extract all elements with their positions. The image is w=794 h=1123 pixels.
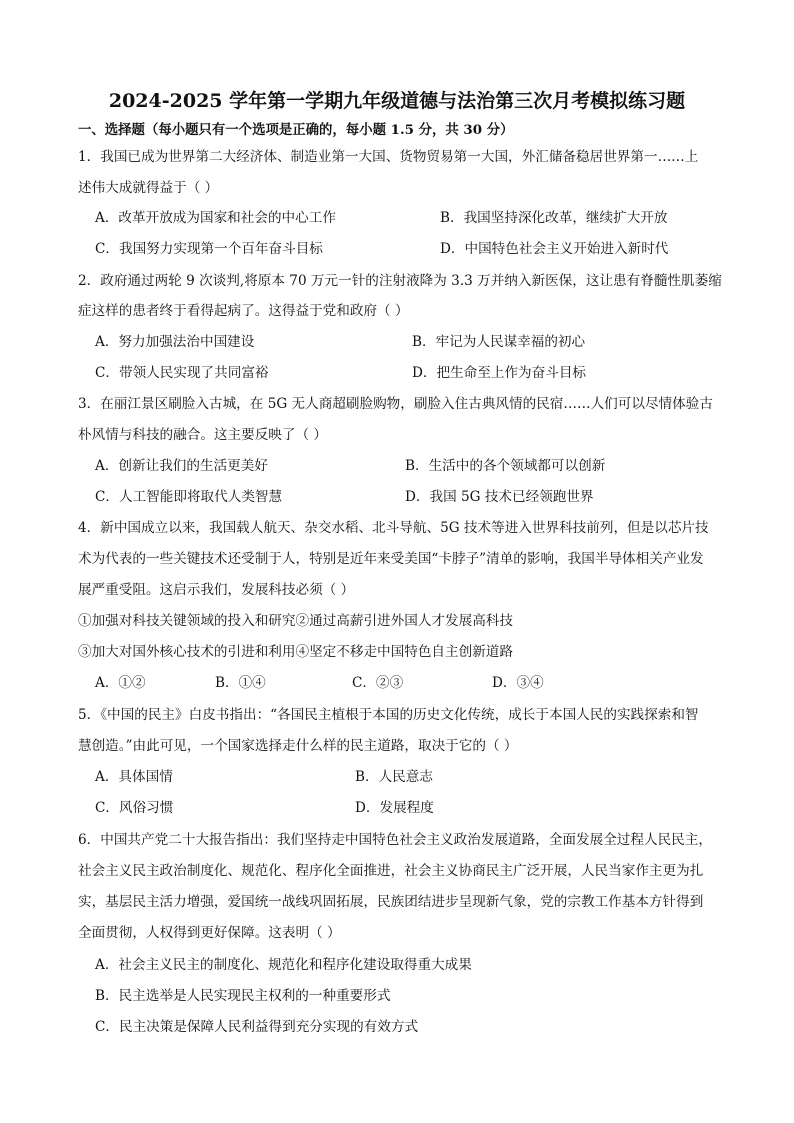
question-3-option-d: D．我国 5G 技术已经领跑世界 xyxy=(405,489,594,505)
question-3-option-a: A．创新让我们的生活更美好 xyxy=(95,458,268,474)
question-4-option-b: B．①④ xyxy=(215,675,266,691)
question-1-option-c: C．我国努力实现第一个百年奋斗目标 xyxy=(95,241,323,257)
question-2-stem-line-1: 2．政府通过两轮 9 次谈判,将原本 70 万元一针的注射液降为 3.3 万并纳入新医保，这让患有脊髓性肌萎缩 xyxy=(78,273,722,289)
question-4-stem-line-3: 展严重受阻。这启示我们，发展科技必须（ ） xyxy=(78,582,355,598)
question-6-option-c: C．民主决策是保障人民利益得到充分实现的有效方式 xyxy=(95,1019,419,1035)
question-6-stem-line-3: 实，基层民主活力增强，爱国统一战线巩固拓展，民族团结进步呈现新气象，党的宗教工作基本方针得到 xyxy=(78,894,704,910)
question-5-option-d: D．发展程度 xyxy=(355,800,434,816)
question-5-option-b: B．人民意志 xyxy=(355,769,433,785)
question-1-option-b: B．我国坚持深化改革，继续扩大开放 xyxy=(440,210,668,226)
question-1-stem-line-1: 1．我国已成为世界第二大经济体、制造业第一大国、货物贸易第一大国，外汇储备稳居世界第一……上 xyxy=(78,149,699,165)
question-4-statements-line-1: ①加强对科技关键领域的投入和研究②通过高薪引进外国人才发展高科技 xyxy=(78,613,513,629)
question-3-stem-line-1: 3．在丽江景区刷脸入古城，在 5G 无人商超刷脸购物，刷脸入住古典风情的民宿……人们可以尽情体验古 xyxy=(78,396,713,412)
question-5-option-a: A．具体国情 xyxy=(95,769,173,785)
question-1-option-d: D．中国特色社会主义开始进入新时代 xyxy=(440,241,669,257)
page-title: 2024-2025 学年第一学期九年级道德与法治第三次月考模拟练习题 xyxy=(108,90,686,112)
question-5-option-c: C．风俗习惯 xyxy=(95,800,174,816)
question-2-stem-line-2: 症这样的患者终于看得起病了。这得益于党和政府（ ） xyxy=(78,303,409,319)
question-6-option-b: B．民主选举是人民实现民主权利的一种重要形式 xyxy=(95,988,391,1004)
question-3-stem-line-2: 朴风情与科技的融合。这主要反映了（ ） xyxy=(78,427,328,443)
question-2-option-d: D．把生命至上作为奋斗目标 xyxy=(412,365,587,381)
question-4-option-c: C．②③ xyxy=(352,675,404,691)
question-4-stem-line-1: 4．新中国成立以来，我国载人航天、杂交水稻、北斗导航、5G 技术等进入世界科技前列，但是以芯片技 xyxy=(78,520,709,536)
question-3-option-b: B．生活中的各个领域都可以创新 xyxy=(405,458,606,474)
question-2-option-a: A．努力加强法治中国建设 xyxy=(95,334,255,350)
question-2-option-b: B．牢记为人民谋幸福的初心 xyxy=(412,334,586,350)
question-1-stem-line-2: 述伟大成就得益于（ ） xyxy=(78,180,219,196)
question-6-option-a: A．社会主义民主的制度化、规范化和程序化建设取得重大成果 xyxy=(95,957,472,973)
question-3-option-c: C．人工智能即将取代人类智慧 xyxy=(95,489,283,505)
question-6-stem-line-4: 全面贯彻，人权得到更好保障。这表明（ ） xyxy=(78,925,341,941)
question-5-stem-line-1: 5．《中国的民主》白皮书指出：“各国民主植根于本国的历史文化传统，成长于本国人民的实践探索和智 xyxy=(78,707,699,723)
question-4-stem-line-2: 术为代表的一些关键技术还受制于人，特别是近年来受美国“卡脖子”清单的影响，我国半导体相关产业发 xyxy=(78,551,704,567)
question-4-option-d: D．③④ xyxy=(492,675,544,691)
question-6-stem-line-2: 社会主义民主政治制度化、规范化、程序化全面推进，社会主义协商民主广泛开展，人民当家作主更为扎 xyxy=(78,863,704,879)
question-4-statements-line-2: ③加大对国外核心技术的引进和利用④坚定不移走中国特色自主创新道路 xyxy=(78,644,513,660)
question-1-option-a: A．改革开放成为国家和社会的中心工作 xyxy=(95,210,336,226)
question-2-option-c: C．带领人民实现了共同富裕 xyxy=(95,365,269,381)
section-heading: 一、选择题（每小题只有一个选项是正确的，每小题 1.5 分，共 30 分） xyxy=(78,122,514,138)
question-4-option-a: A．①② xyxy=(95,675,146,691)
question-5-stem-line-2: 慧创造。”由此可见，一个国家选择走什么样的民主道路，取决于它的（ ） xyxy=(78,738,518,754)
question-6-stem-line-1: 6．中国共产党二十大报告指出：我们坚持走中国特色社会主义政治发展道路，全面发展全过程人民民主， xyxy=(78,832,712,848)
